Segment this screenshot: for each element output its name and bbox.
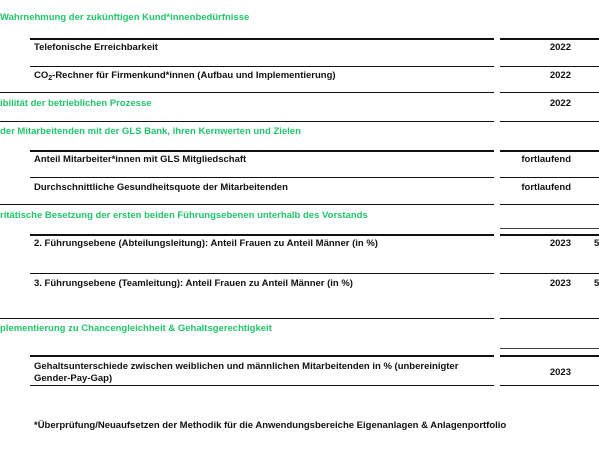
value-divider [500, 92, 599, 93]
row-value-second-level: 2023 [549, 238, 571, 249]
row-value-second-level-next: 5 [594, 238, 599, 249]
row-value-third-level: 2023 [549, 278, 571, 289]
row-value-gender-pay-gap: 2023 [549, 367, 571, 378]
row-value-co2-calculator: 2022 [549, 70, 571, 81]
row-divider [30, 385, 494, 386]
row-label-gls-membership: Anteil Mitarbeiter*innen mit GLS Mitgliedschaft [34, 154, 247, 165]
value-divider [500, 318, 599, 319]
section-title-customer-needs: Wahrnehmung der zukünftigen Kund*innenbedürfnisse [0, 12, 250, 23]
row-divider [30, 177, 494, 178]
section-divider [0, 318, 494, 319]
value-divider [500, 355, 599, 357]
value-divider [500, 385, 599, 386]
row-value-third-level-next: 5 [594, 278, 599, 289]
value-divider [500, 38, 599, 40]
row-divider [30, 150, 494, 152]
section-title-leadership-parity: ritätische Besetzung der ersten beiden Führungsebenen unterhalb des Vorstands [0, 210, 368, 221]
section-divider [0, 92, 494, 93]
section-title-equal-opportunity: plementierung zu Chancengleichheit & Gehaltsgerechtigkeit [0, 323, 272, 334]
row-divider [30, 355, 494, 357]
value-divider [500, 177, 599, 178]
value-divider [500, 273, 599, 274]
row-divider [30, 273, 494, 274]
row-value-phone-reachability: 2022 [549, 42, 571, 53]
row-label-second-level: 2. Führungsebene (Abteilungsleitung): Anteil Frauen zu Anteil Männer (in %) [34, 238, 378, 249]
section-divider [0, 204, 494, 205]
value-divider [500, 204, 599, 205]
row-divider [30, 66, 494, 67]
value-divider [500, 121, 599, 122]
value-divider [500, 66, 599, 67]
row-label-co2-calculator: $CO_2$-Rechner für Firmenkund*innen (Aufbau und Implementierung) [34, 70, 336, 82]
row-divider [30, 234, 494, 236]
value-divider [500, 348, 599, 349]
section-divider [0, 121, 494, 122]
value-divider [500, 234, 599, 236]
value-divider [500, 228, 599, 229]
row-value-health-rate: fortlaufend [521, 182, 571, 193]
row-label-health-rate: Durchschnittliche Gesundheitsquote der Mitarbeitenden [34, 182, 288, 193]
row-label-gender-pay-gap: Gehaltsunterschiede zwischen weiblichen und männlichen Mitarbeitenden in % (unbereinigter Gender-Pay-Gap) [34, 361, 459, 384]
section-title-operational-processes: ibilität der betrieblichen Prozesse [0, 98, 152, 109]
value-divider [500, 150, 599, 152]
section-value-operational-processes: 2022 [549, 98, 571, 109]
row-label-third-level: 3. Führungsebene (Teamleitung): Anteil Frauen zu Anteil Männer (in %) [34, 278, 353, 289]
footnote: *Überprüfung/Neuaufsetzen der Methodik für die Anwendungsbereiche Eigenanlagen & Anlagenportfolio [34, 420, 507, 431]
row-value-gls-membership: fortlaufend [521, 154, 571, 165]
row-divider [30, 38, 494, 40]
section-title-employees: der Mitarbeitenden mit der GLS Bank, ihren Kernwerten und Zielen [0, 126, 301, 137]
row-label-phone-reachability: Telefonische Erreichbarkeit [34, 42, 158, 53]
